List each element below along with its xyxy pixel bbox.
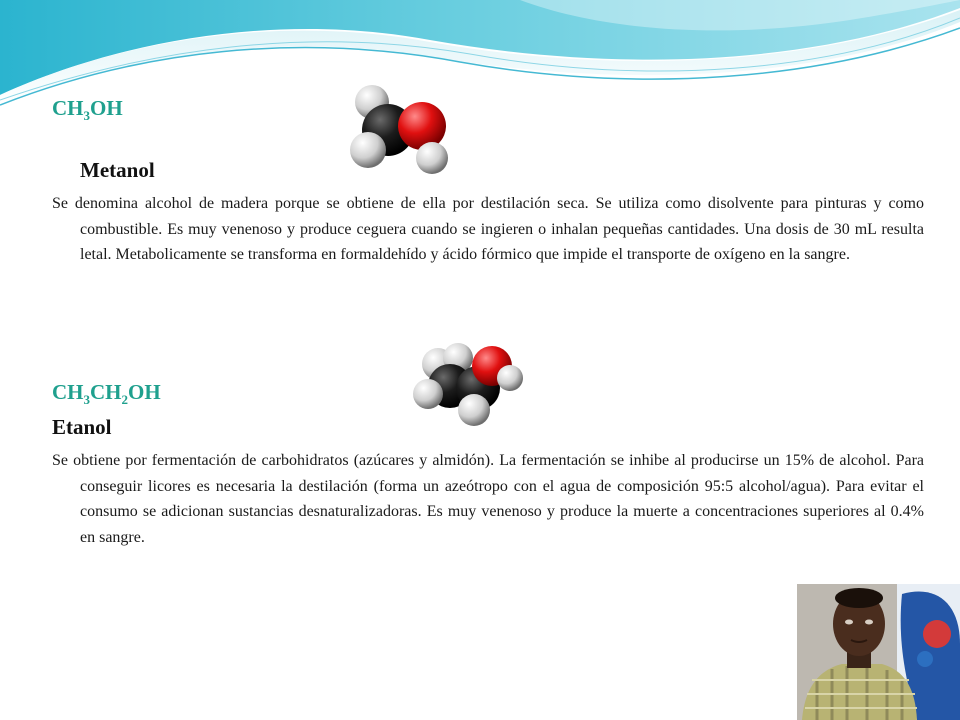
presenter-photo — [797, 584, 960, 720]
oxygen-atom — [398, 102, 446, 150]
hydrogen-atom — [413, 379, 443, 409]
ethanol-description: Se obtiene por fermentación de carbohidratos (azúcares y almidón). La fermentación se inhibe al producirse un 15% de alcohol. Para conseguir licores es necesaria la destilación (forma un azeótropo con el agua de composición 95:5 alcohol/agua). Para evitar el consumo se adicionan sustancias desnaturalizadoras. Es muy venenoso y produce la muerte a concentraciones superiores al 0.4% en sangre. — [52, 452, 924, 546]
hydrogen-atom — [416, 142, 448, 174]
wave-header-decoration — [0, 0, 960, 115]
ethanol-formula: $CH_3CH_2OH$ — [52, 380, 161, 407]
methanol-name: Metanol — [80, 158, 155, 182]
methanol-formula: $CH_3OH$ — [52, 96, 123, 123]
hydrogen-atom — [497, 365, 523, 391]
ethanol-name: Etanol — [52, 415, 112, 439]
ethanol-molecule-image — [398, 330, 543, 435]
hydrogen-atom — [350, 132, 386, 168]
methanol-molecule-image — [330, 80, 470, 185]
methanol-description: Se denomina alcohol de madera porque se obtiene de ella por destilación seca. Se utiliza como disolvente para pinturas y como combustible. Es muy venenoso y produce ceguera cuando se ingieren o inhalan pequeñas cantidades. Una dosis de 30 mL resulta letal. Metabolicamente se transforma en formaldehído y ácido fórmico que impide el transporte de oxígeno en la sangre. — [52, 195, 924, 263]
hydrogen-atom — [458, 394, 490, 426]
